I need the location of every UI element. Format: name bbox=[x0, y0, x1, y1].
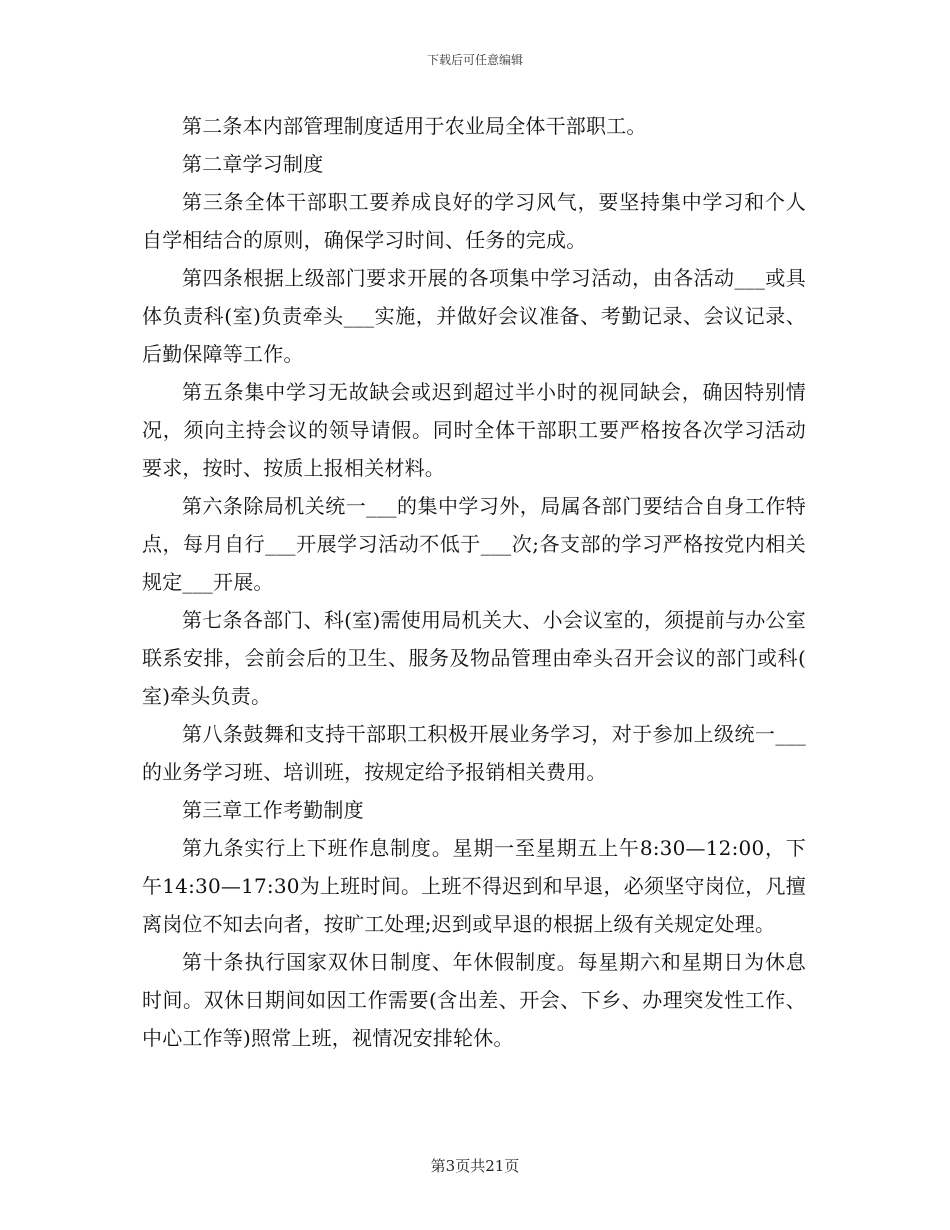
chapter-heading-study: 第二章学习制度 bbox=[182, 152, 324, 176]
paragraph-article-10: 第十条执行国家双休日制度、年休假制度。每星期六和星期日为休息时间。双休日期间如因工作需要(含出差、开会、下乡、办理突发性工作、中心工作等)照常上班，视情况安排轮休。 bbox=[142, 950, 806, 1050]
paragraph-article-2: 第二条本内部管理制度适用于农业局全体干部职工。 bbox=[182, 114, 647, 138]
paragraph-article-6: 第六条除局机关统一___的集中学习外，局属各部门要结合自身工作特点，每月自行___开展学习活动不低于___次;各支部的学习严格按党内相关规定___开展。 bbox=[142, 494, 806, 594]
paragraph-article-4: 第四条根据上级部门要求开展的各项集中学习活动，由各活动___或具体负责科(室)负责牵头___实施，并做好会议准备、考勤记录、会议记录、后勤保障等工作。 bbox=[142, 266, 806, 366]
document-body bbox=[142, 107, 806, 1057]
page-header: 下载后可任意编辑 bbox=[426, 53, 523, 67]
paragraph-article-5: 第五条集中学习无故缺会或迟到超过半小时的视同缺会，确因特别情况，须向主持会议的领导请假。同时全体干部职工要严格按各次学习活动要求，按时、按质上报相关材料。 bbox=[142, 380, 806, 480]
page-number: 第3页共21页 bbox=[430, 1157, 520, 1175]
paragraph-article-3: 第三条全体干部职工要养成良好的学习风气，要坚持集中学习和个人自学相结合的原则，确保学习时间、任务的完成。 bbox=[142, 190, 806, 252]
paragraph-article-7: 第七条各部门、科(室)需使用局机关大、小会议室的，须提前与办公室联系安排，会前会后的卫生、服务及物品管理由牵头召开会议的部门或科(室)牵头负责。 bbox=[142, 608, 806, 708]
paragraph-article-9: 第九条实行上下班作息制度。星期一至星期五上午8:30—12:00，下午14:30—17:30为上班时间。上班不得迟到和早退，必须坚守岗位，凡擅离岗位不知去向者，按旷工处理;迟到或早退的根据上级有关规定处理。 bbox=[142, 836, 806, 936]
chapter-heading-attendance: 第三章工作考勤制度 bbox=[182, 798, 364, 822]
paragraph-article-8: 第八条鼓舞和支持干部职工积极开展业务学习，对于参加上级统一___的业务学习班、培训班，按规定给予报销相关费用。 bbox=[142, 722, 806, 784]
